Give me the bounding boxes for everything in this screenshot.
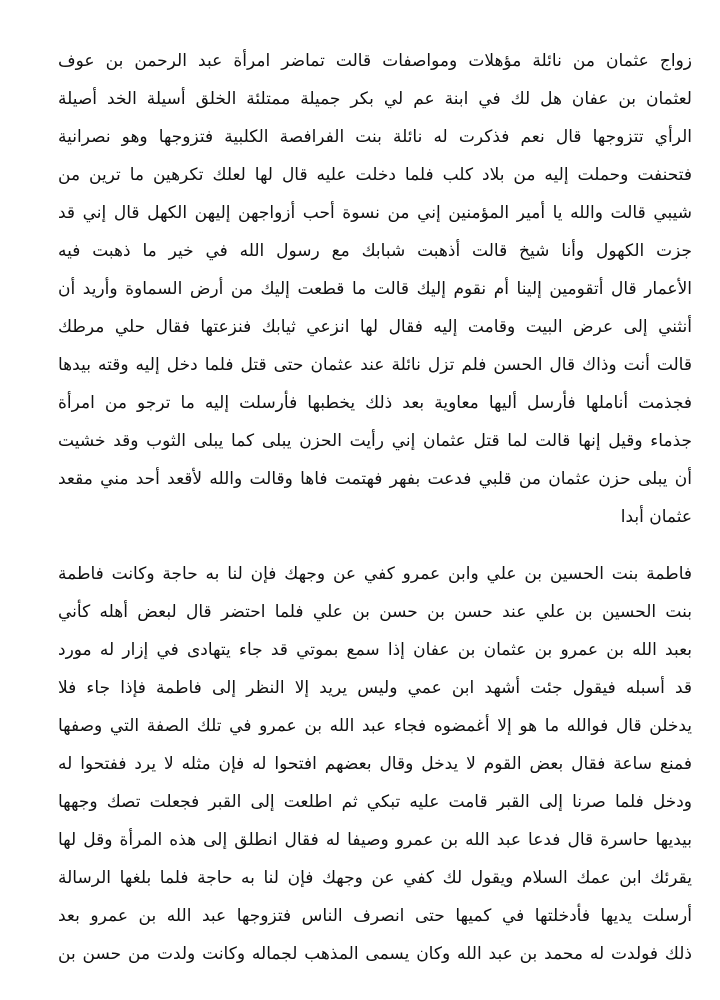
text-line: أرسلت يديها فأدخلتها في كميها حتى انصرف الناس فتزوجها عبد الله بن عمرو بعد — [58, 906, 692, 926]
text-line: أن يبلى حزن عثمان من قلبي فدعت بفهر فهتمت فاها وقالت والله لأقعد أحد مني مقعد — [58, 469, 692, 489]
text-line: عثمان أبدا — [620, 507, 692, 527]
paragraph-fatimah — [58, 555, 692, 973]
text-line: زواج عثمان من نائلة مؤهلات ومواصفات قالت تماضر امرأة عبد الرحمن بن عوف — [58, 51, 692, 71]
text-line: فمنع ساعة فقال بعض القوم لا يدخل وقال بعضهم افتحوا له فإن مثله لا يرد ففتحوا له — [58, 754, 692, 774]
text-line: جذماء وقيل إنها قالت لما قتل عثمان إني رأيت الحزن يبلى كما يبلى الثوب وقد خشيت — [58, 431, 692, 451]
text-line: الأعمار قال أتقومين إلينا أم نقوم إليك قالت ما قطعت إليك من أرض السماوة وأريد أن — [58, 279, 692, 299]
text-line: جزت الكهول وأنا شيخ قالت أذهبت شبابك مع رسول الله في خير ما ذهبت فيه — [58, 241, 692, 261]
text-line: فتحنفت وحملت إليه من بلاد كلب فلما دخلت عليه قال لها لعلك تكرهين ما ترين من — [58, 165, 692, 185]
text-line: فاطمة بنت الحسين بن علي وابن عمرو كفي عن وجهك فإن لنا به حاجة وكانت فاطمة — [58, 564, 692, 584]
text-line: الرأي تتزوجها قال نعم فذكرت له نائلة بنت الفرافصة الكلبية فتزوجها وهو نصرانية — [58, 127, 692, 147]
text-line: بيديها حاسرة قال فدعا عبد الله بن عمرو وصيفا له فقال انطلق إلى هذه المرأة وقل لها — [58, 830, 692, 850]
text-line: فجذمت أناملها فأرسل أليها معاوية بعد ذلك يخطبها فأرسلت إليه ما ترجو من امرأة — [58, 393, 692, 413]
text-line: بنت الحسين بن علي عند حسن بن حسن بن علي فلما احتضر قال لبعض أهله كأني — [58, 602, 692, 622]
text-line: ودخل فلما صرنا إلى القبر قامت عليه تبكي ثم اطلعت إلى القبر فجعلت تصك وجهها — [58, 792, 692, 812]
text-line: ذلك فولدت له محمد بن عبد الله وكان يسمى المذهب لجماله وكانت ولدت من حسن بن — [58, 944, 692, 964]
text-line: شيبي قالت والله يا أمير المؤمنين إني من نسوة أحب أزواجهن إليهن الكهل قال إني قد — [58, 203, 692, 223]
text-line: بعبد الله بن عمرو بن عثمان بن عفان إذا سمع بموتي قد جاء يتهادى في إزار له مورد — [58, 640, 692, 660]
text-line: أنثني إلى عرض البيت وقامت إليه فقال لها انزعي ثيابك فنزعتها فقال حلي مرطك — [58, 317, 692, 337]
paragraph-nailah — [58, 42, 692, 536]
text-line: لعثمان بن عفان هل لك في ابنة عم لي بكر جميلة ممتلئة الخلق أسيلة الخد أصيلة — [58, 89, 692, 109]
text-line: قالت أنت وذاك قال الحسن فلم تزل نائلة عند عثمان حتى قتل فلما دخل إليه وقته بيدها — [58, 355, 692, 375]
text-line: يدخلن قال فوالله ما هو إلا أغمضوه فجاء عبد الله بن عمرو في تلك الصفة التي وصفها — [58, 716, 692, 736]
text-line: قد أسبله فيقول جئت أشهد ابن عمي وليس يريد إلا النظر إلى فاطمة فإذا جاء فلا — [58, 678, 692, 698]
text-line: يقرئك ابن عمك السلام ويقول لك كفي عن وجهك فإن لنا به حاجة فلما بلغها الرسالة — [58, 868, 692, 888]
